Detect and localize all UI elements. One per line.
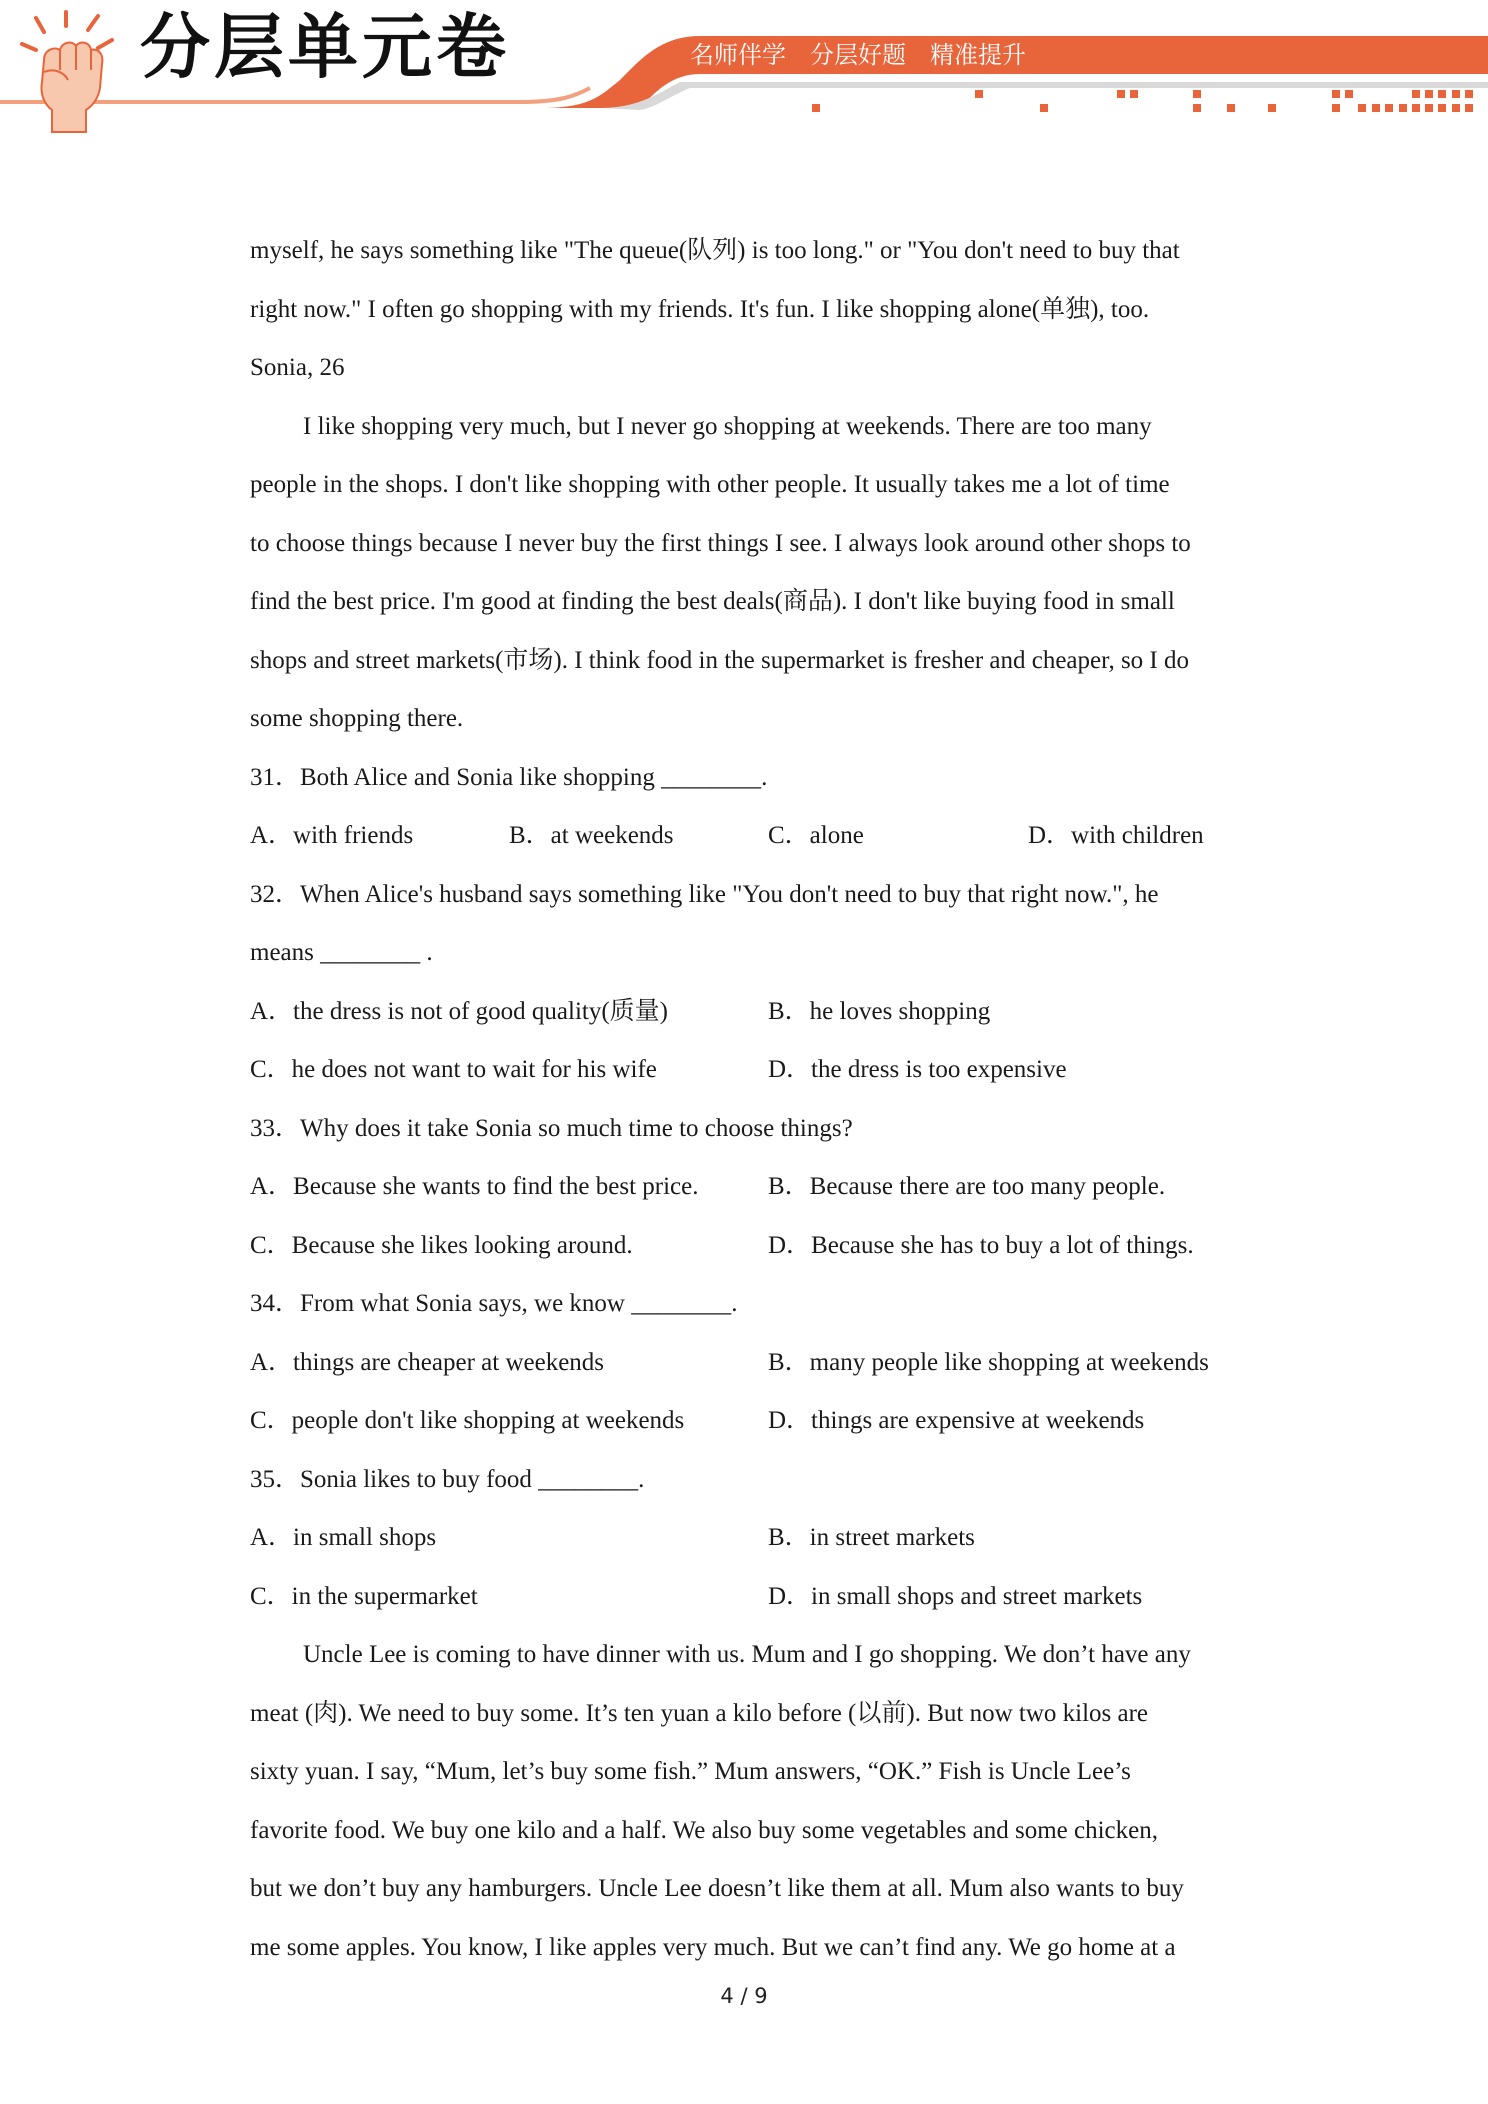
option-c: C．people don't like shopping at weekends <box>250 1407 685 1434</box>
passage-line: right now." I often go shopping with my friends. It's fun. I like shopping alone(单独), too. <box>250 295 1150 323</box>
option-a: A．with friends <box>250 822 414 849</box>
paragraph-line: I like shopping very much, but I never go shopping at weekends. There are too many <box>303 412 1152 440</box>
question-32-stem: means ________ . <box>250 939 433 966</box>
option-b: B．in street markets <box>768 1524 975 1551</box>
question-34-options <box>250 1334 1250 1393</box>
option-d: D．with children <box>1028 822 1204 849</box>
paragraph-line: me some apples. You know, I like apples very much. But we can’t find any. We go home at a <box>250 1933 1176 1961</box>
option-a: A．the dress is not of good quality(质量) <box>250 997 669 1025</box>
header-slogan <box>690 36 1050 74</box>
option-c: C．in the supermarket <box>250 1582 478 1610</box>
slogan-3: 精准提升 <box>930 41 1026 69</box>
page-header <box>0 0 1488 130</box>
option-b: B．Because there are too many people. <box>768 1173 1166 1200</box>
question-31-stem: 31．Both Alice and Sonia like shopping ________. <box>250 763 768 791</box>
option-a: A．Because she wants to find the best price. <box>250 1173 699 1200</box>
question-33-stem: 33．Why does it take Sonia so much time to choose things? <box>250 1114 853 1142</box>
paragraph-line: favorite food. We buy one kilo and a half. We also buy some vegetables and some chicken, <box>250 1816 1158 1844</box>
option-b: B．he loves shopping <box>768 997 991 1025</box>
option-b: B．at weekends <box>509 822 674 849</box>
paragraph-line: shops and street markets(市场). I think food in the supermarket is fresher and cheaper, so I do <box>250 646 1190 674</box>
paragraph-line: some shopping there. <box>250 705 464 732</box>
question-34-options <box>250 1392 1250 1451</box>
option-c: C．Because she likes looking around. <box>250 1231 633 1259</box>
paragraph-line: find the best price. I'm good at finding the best deals(商品). I don't like buying food in small <box>250 588 1175 615</box>
option-c: C．he does not want to wait for his wife <box>250 1056 657 1083</box>
question-31-options <box>250 807 1250 866</box>
page-content <box>250 222 1250 1977</box>
paragraph-line: sixty yuan. I say, “Mum, let’s buy some fish.” Mum answers, “OK.” Fish is Uncle Lee’s <box>250 1758 1131 1785</box>
question-34-stem: 34．From what Sonia says, we know ________. <box>250 1290 738 1317</box>
option-c: C．alone <box>768 822 864 849</box>
paragraph-line: to choose things because I never buy the first things I see. I always look around other shops to <box>250 529 1191 557</box>
question-32-options <box>250 1041 1250 1100</box>
question-33-options <box>250 1158 1250 1217</box>
option-a: A．in small shops <box>250 1524 437 1551</box>
passage-line: myself, he says something like "The queue(队列) is too long." or "You don't need to buy that <box>250 237 1180 264</box>
fist-icon <box>14 10 134 134</box>
option-b: B．many people like shopping at weekends <box>768 1348 1209 1376</box>
option-d: D．things are expensive at weekends <box>768 1407 1145 1434</box>
slogan-1: 名师伴学 <box>690 41 786 69</box>
slogan-2: 分层好题 <box>810 41 906 69</box>
option-d: D．the dress is too expensive <box>768 1056 1067 1083</box>
paragraph-line: Uncle Lee is coming to have dinner with us. Mum and I go shopping. We don’t have any <box>303 1641 1191 1668</box>
pixel-decoration <box>812 90 1473 112</box>
paragraph-line: meat (肉). We need to buy some. It’s ten yuan a kilo before (以前). But now two kilos are <box>250 1699 1149 1727</box>
option-d: D．Because she has to buy a lot of things. <box>768 1231 1194 1259</box>
question-33-options <box>250 1217 1250 1276</box>
question-35-options <box>250 1568 1250 1627</box>
brand-title: 分层单元卷 <box>140 6 510 88</box>
paragraph-line: but we don’t buy any hamburgers. Uncle Lee doesn’t like them at all. Mum also wants to buy <box>250 1875 1184 1902</box>
option-a: A．things are cheaper at weekends <box>250 1348 605 1376</box>
page-number: 4 / 9 <box>720 1984 768 2008</box>
question-32-options <box>250 983 1250 1042</box>
passage-author: Sonia, 26 <box>250 354 345 381</box>
option-d: D．in small shops and street markets <box>768 1582 1143 1610</box>
paragraph-line: people in the shops. I don't like shopping with other people. It usually takes me a lot of time <box>250 471 1170 498</box>
question-35-stem: 35．Sonia likes to buy food ________. <box>250 1465 645 1493</box>
question-32-stem: 32．When Alice's husband says something like "You don't need to buy that right now.", he <box>250 880 1159 908</box>
question-35-options <box>250 1509 1250 1568</box>
